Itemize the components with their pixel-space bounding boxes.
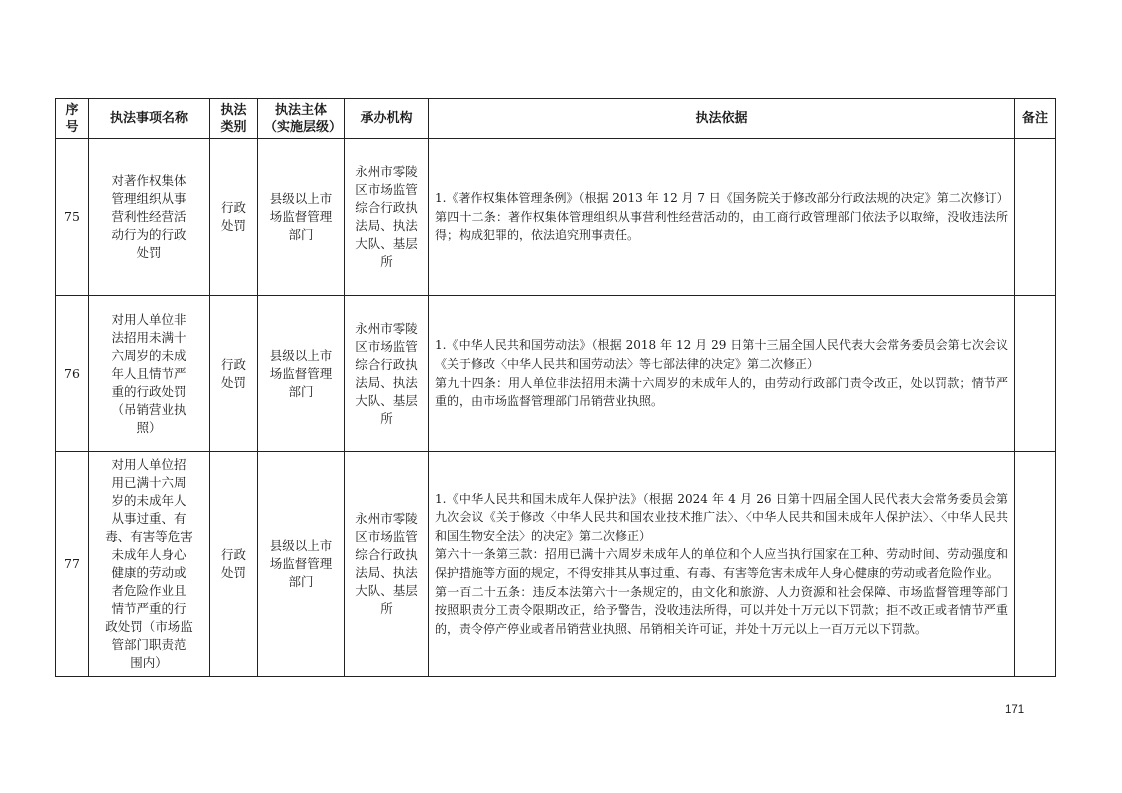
table-row [56, 139, 1056, 296]
row-name-line: 毒、有害等危害 [105, 529, 193, 544]
row-name [89, 296, 210, 452]
header-agency: 承办机构 [345, 99, 429, 139]
header-name: 执法事项名称 [89, 99, 210, 139]
header-seq-line: 号 [65, 119, 79, 135]
row-name-line: 者危险作业且 [111, 583, 187, 598]
basis-paragraph: 第一百二十五条：违反本法第六十一条规定的，由文化和旅游、人力资源和社会保障、市场监督管理等部门按照职责分工责令限期改正，给予警告，没收违法所得，可以并处十万元以下罚款；拒不改正或者情节严重的，责令停产停业或者吊销营业执照、吊销相关许可证，并处十万元以上一百万元以下罚款。 [435, 584, 1008, 636]
row-agency-line: 区市场监管 [355, 529, 418, 544]
row-remarks [1015, 452, 1056, 677]
row-agency-line: 所 [380, 410, 393, 426]
row-subject-line: 部门 [288, 227, 314, 242]
row-agency [345, 452, 429, 677]
row-category-line: 行政 [220, 547, 246, 562]
basis-paragraph: 第四十二条：著作权集体管理组织从事营利性经营活动的，由工商行政管理部门依法予以取缔，没收违法所得；构成犯罪的，依法追究刑事责任。 [435, 209, 1008, 243]
row-category [210, 139, 258, 296]
row-agency-line: 所 [380, 254, 393, 269]
header-basis: 执法依据 [429, 99, 1015, 139]
header-seq-line: 序 [65, 102, 79, 118]
row-category [210, 296, 258, 452]
table-row [56, 452, 1056, 677]
row-name-line: 未成年人身心 [111, 547, 187, 562]
row-name-line: 对用人单位非 [111, 311, 187, 327]
row-agency-line: 法局、执法 [355, 218, 418, 233]
row-subject [258, 296, 345, 452]
row-seq: 77 [56, 452, 89, 677]
row-name-line: 健康的劳动或 [111, 565, 187, 580]
header-remarks: 备注 [1015, 99, 1056, 139]
table-row [56, 296, 1056, 452]
row-subject-line: 场监督管理 [269, 556, 333, 571]
row-name-line: 管理组织从事 [111, 191, 187, 206]
row-name [89, 139, 210, 296]
row-name-line: 对著作权集体 [111, 173, 187, 188]
row-category-line: 处罚 [220, 374, 246, 390]
row-category-line: 行政 [220, 356, 246, 372]
row-subject [258, 452, 345, 677]
row-seq: 75 [56, 139, 89, 296]
row-basis [429, 296, 1015, 452]
row-seq: 76 [56, 296, 89, 452]
row-agency-line: 大队、基层 [355, 392, 418, 408]
header-subject [258, 99, 345, 139]
row-subject-line: 县级以上市 [269, 347, 333, 363]
row-name-line: 对用人单位招 [111, 457, 187, 472]
row-remarks [1015, 139, 1056, 296]
basis-paragraph: 1.《中华人民共和国未成年人保护法》（根据 2024 年 4 月 26 日第十四届全国人民代表大会常务委员会第九次会议《关于修改〈中华人民共和国农业技术推广法〉、〈中华人民共和国未成年人保护法〉、〈中华人民共和国生物安全法〉的决定》第二次修正） [435, 491, 1008, 543]
row-name-line: 营利性经营活 [111, 209, 187, 224]
row-name-line: 情节严重的行 [111, 601, 187, 616]
row-agency-line: 永州市零陵 [355, 320, 418, 336]
row-name-line: 用已满十六周 [111, 475, 187, 490]
row-subject-line: 县级以上市 [269, 538, 333, 553]
row-category-line: 处罚 [220, 218, 246, 233]
header-category-line: 类别 [220, 119, 247, 135]
enforcement-table [55, 98, 1056, 677]
row-name-line: 动行为的行政 [111, 227, 187, 242]
row-name-line: 围内） [130, 655, 168, 670]
row-category [210, 452, 258, 677]
row-name-line: 法招用未满十 [111, 329, 187, 345]
header-subject-line: （实施层级） [264, 119, 343, 135]
basis-paragraph: 1.《著作权集体管理条例》（根据 2013 年 12 月 7 日《国务院关于修改部分行政法规的决定》第二次修订） [435, 191, 1009, 206]
row-subject-line: 部门 [288, 383, 314, 399]
row-agency-line: 永州市零陵 [355, 164, 418, 179]
row-name-line: 从事过重、有 [111, 511, 187, 526]
row-name-line: 政处罚（市场监 [105, 619, 193, 634]
row-name-line: 六周岁的未成 [111, 347, 187, 363]
basis-paragraph: 第六十一条第三款：招用已满十六周岁未成年人的单位和个人应当执行国家在工种、劳动时间、劳动强度和保护措施等方面的规定，不得安排其从事过重、有毒、有害等危害未成年人身心健康的劳动或者危险作业。 [435, 547, 1008, 580]
basis-paragraph: 1.《中华人民共和国劳动法》（根据 2018 年 12 月 29 日第十三届全国人民代表大会常务委员会第七次会议《关于修改〈中华人民共和国劳动法〉等七部法律的决定》第二次修正） [435, 338, 1008, 371]
row-subject [258, 139, 345, 296]
page-number: 171 [1005, 704, 1025, 716]
row-agency-line: 区市场监管 [355, 338, 418, 354]
row-category-line: 处罚 [220, 565, 246, 580]
row-subject-line: 部门 [288, 574, 314, 589]
row-agency-line: 法局、执法 [355, 374, 418, 390]
row-agency-line: 所 [380, 601, 393, 616]
row-name-line: 重的行政处罚 [111, 383, 187, 399]
row-agency [345, 139, 429, 296]
row-basis [429, 452, 1015, 677]
row-name [89, 452, 210, 677]
row-agency [345, 296, 429, 452]
row-agency-line: 大队、基层 [355, 583, 418, 598]
header-category-line: 执法 [220, 102, 247, 118]
row-name-line: 管部门职责范 [111, 637, 187, 652]
row-category-line: 行政 [220, 200, 246, 215]
row-basis [429, 139, 1015, 296]
row-name-line: 年人且情节严 [111, 365, 187, 381]
row-subject-line: 县级以上市 [269, 191, 333, 206]
basis-paragraph: 第九十四条：用人单位非法招用未满十六周岁的未成年人的，由劳动行政部门责令改正，处以罚款；情节严重的，由市场监督管理部门吊销营业执照。 [435, 375, 1008, 409]
row-agency-line: 综合行政执 [355, 547, 418, 562]
row-remarks [1015, 296, 1056, 452]
header-category [210, 99, 258, 139]
row-name-line: 照） [136, 419, 162, 435]
row-agency-line: 综合行政执 [355, 200, 418, 215]
header-seq [56, 99, 89, 139]
row-name-line: 处罚 [136, 245, 162, 260]
header-subject-line: 执法主体 [274, 102, 327, 118]
row-agency-line: 大队、基层 [355, 236, 418, 251]
row-agency-line: 综合行政执 [355, 356, 418, 372]
header-row [56, 99, 1056, 139]
row-name-line: （吊销营业执 [111, 401, 187, 417]
row-agency-line: 永州市零陵 [355, 511, 418, 526]
row-agency-line: 区市场监管 [355, 182, 418, 197]
row-subject-line: 场监督管理 [269, 209, 333, 224]
row-subject-line: 场监督管理 [269, 365, 333, 381]
row-agency-line: 法局、执法 [355, 565, 418, 580]
row-name-line: 岁的未成年人 [111, 493, 187, 508]
